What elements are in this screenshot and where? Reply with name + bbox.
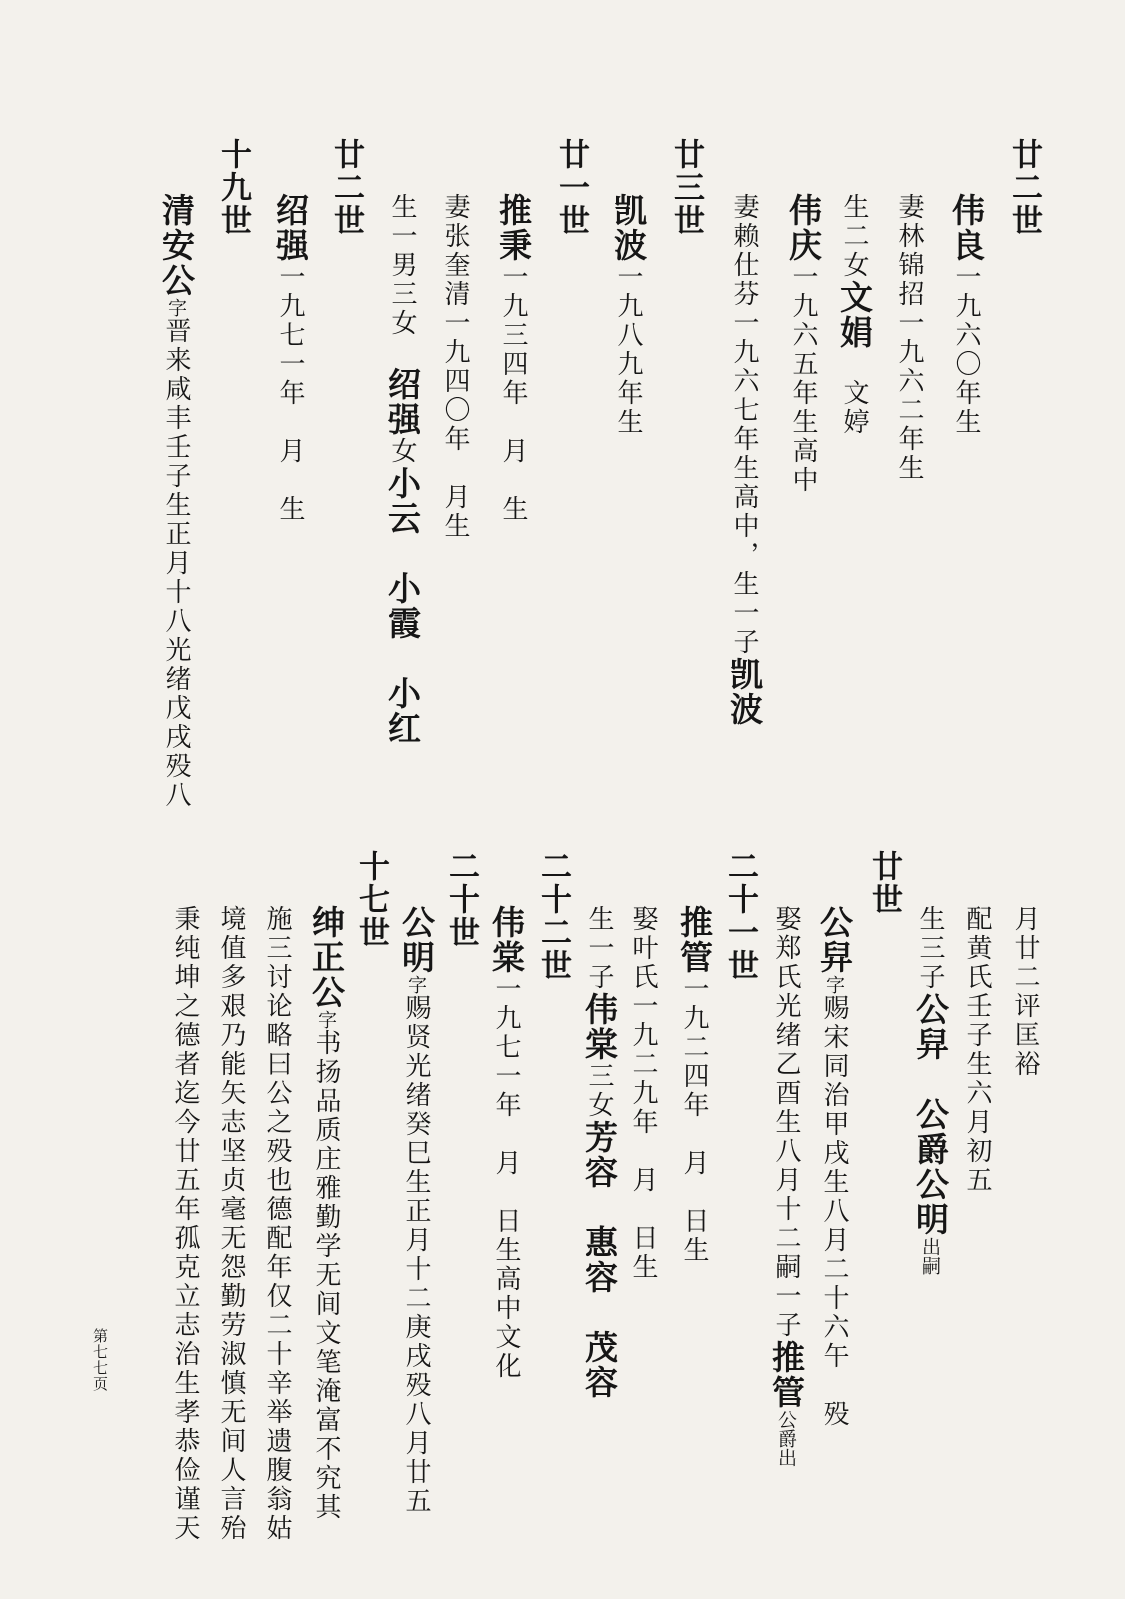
person-name: 文娟: [835, 280, 874, 350]
entry-details: 赐贤光绪癸巳生正月十二庚戌殁八月廿五: [401, 994, 431, 1516]
entry-column: [494, 193, 533, 524]
entry-middle: 三女: [584, 1062, 614, 1120]
small-annotation: 字: [405, 975, 427, 994]
entry-details: 一九六五年生高中: [788, 263, 818, 495]
person-name: 清安公: [157, 193, 196, 298]
entry-details: 书扬品质庄雅勤学无间文笔淹富不究其: [311, 1029, 341, 1522]
entry-column: [218, 905, 244, 1543]
entry-column: [835, 193, 874, 437]
entry-text: 月廿二评匡裕: [1010, 905, 1040, 1079]
entry-text: 娶郑氏光绪乙酉生八月十二嗣一子: [771, 905, 801, 1340]
entry-details: 一九六〇年生: [951, 263, 981, 437]
generation-heading: [353, 850, 389, 949]
person-name: 公舁 公爵: [911, 992, 950, 1167]
entry-column: [580, 905, 619, 1400]
entry-column: [264, 905, 290, 1543]
entry-column: [172, 905, 198, 1543]
entry-text: 妻林锦招一九六二年生: [894, 193, 924, 483]
generation-heading: [722, 850, 758, 982]
small-annotation: 公爵出: [775, 1410, 797, 1467]
entry-text: 生一男三女: [387, 193, 417, 367]
small-annotation: 字: [315, 1010, 337, 1029]
entry-column: [487, 905, 526, 1381]
person-name: 公舁: [815, 905, 854, 975]
entry-prefix: 生三子: [915, 905, 945, 992]
person-name: 推秉: [494, 193, 533, 263]
entry-column: [725, 193, 764, 727]
person-name: 伟良: [947, 193, 986, 263]
person-name: 公明: [911, 1167, 950, 1237]
person-name: 伟棠: [580, 992, 619, 1062]
generation-label: 十九世: [215, 138, 251, 237]
small-annotation: 字: [165, 298, 187, 317]
entry-column: [896, 193, 922, 483]
entry-column: [784, 193, 823, 495]
entry-column: [947, 193, 986, 437]
entry-text: 施三讨论略曰公之殁也德配年仅二十辛举遗腹翁姑: [262, 905, 292, 1543]
entry-details: 一九八九年生: [613, 263, 643, 437]
entry-text: 配黄氏壬子生六月初五: [962, 905, 992, 1195]
person-name: 小云 小霞 小红: [383, 466, 422, 746]
entry-column: [630, 905, 656, 1282]
generation-heading: [1006, 138, 1042, 237]
generation-heading: [866, 850, 902, 916]
person-name: 绅正公: [307, 905, 346, 1010]
entry-prefix: 生二女: [839, 193, 869, 280]
entry-column: [383, 193, 422, 746]
generation-heading: [443, 850, 479, 949]
small-annotation: 字: [823, 975, 845, 994]
entry-details: 一九二四年 月 日生: [679, 975, 709, 1265]
person-name: 绍强: [383, 367, 422, 437]
entry-details: 晋来咸丰壬子生正月十八光绪戊戌殁八: [161, 317, 191, 810]
person-name: 公明: [397, 905, 436, 975]
person-name: 推管: [767, 1340, 806, 1410]
generation-label: 廿一世: [553, 138, 589, 237]
small-annotation: 出嗣: [919, 1237, 941, 1275]
generation-heading: [668, 138, 704, 237]
person-name: 伟庆: [784, 193, 823, 263]
entry-text: 妻张奎清一九四〇年 月生: [440, 193, 470, 541]
generation-label: 二十一世: [722, 850, 758, 982]
person-name: 绍强: [271, 193, 310, 263]
generation-heading: [328, 138, 364, 237]
entry-column: [397, 905, 436, 1516]
entry-details: 一九七一年 月 生: [275, 263, 305, 524]
entry-column: [815, 905, 854, 1429]
entry-column: [157, 193, 196, 810]
entry-column: [442, 193, 468, 541]
generation-heading: [553, 138, 589, 237]
person-name: 凯波: [609, 193, 648, 263]
entry-prefix: 生一子: [584, 905, 614, 992]
generation-label: 廿世: [866, 850, 902, 916]
person-name: 伟棠: [487, 905, 526, 975]
person-name: 芳容 惠容 茂容: [580, 1120, 619, 1400]
entry-text: 妻赖仕芬一九六七年生高中，生一子: [729, 193, 759, 657]
entry-details: 一九七一年 月 日生高中文化: [491, 975, 521, 1381]
generation-label: 廿二世: [328, 138, 364, 237]
generation-label: 廿三世: [668, 138, 704, 237]
entry-details: 一九三四年 月 生: [498, 263, 528, 524]
entry-text: 境值多艰乃能矢志坚贞毫无怨勤劳淑慎无间人言殆: [216, 905, 246, 1543]
entry-text: 秉纯坤之德者迄今廿五年孤克立志治生孝恭俭谨天: [170, 905, 200, 1543]
generation-label: 二十二世: [535, 850, 571, 982]
generation-label: 二十世: [443, 850, 479, 949]
page-number: 第七七页: [91, 1328, 109, 1392]
person-name: 凯波: [725, 657, 764, 727]
entry-column: [675, 905, 714, 1265]
entry-column: [307, 905, 346, 1522]
entry-column: [911, 905, 950, 1275]
entry-column: [964, 905, 990, 1195]
generation-heading: [215, 138, 251, 237]
entry-middle: 女: [387, 437, 417, 466]
generation-heading: [535, 850, 571, 982]
entry-middle: 文婷: [839, 350, 869, 437]
entry-column: [1012, 905, 1038, 1079]
generation-label: 十七世: [353, 850, 389, 949]
entry-column: [271, 193, 310, 524]
person-name: 推管: [675, 905, 714, 975]
entry-text: 娶叶氏一九二九年 月 日生: [628, 905, 658, 1282]
generation-label: 廿二世: [1006, 138, 1042, 237]
entry-column: [767, 905, 806, 1467]
entry-details: 赐宋同治甲戌生八月二十六午 殁: [819, 994, 849, 1429]
entry-column: [609, 193, 648, 437]
